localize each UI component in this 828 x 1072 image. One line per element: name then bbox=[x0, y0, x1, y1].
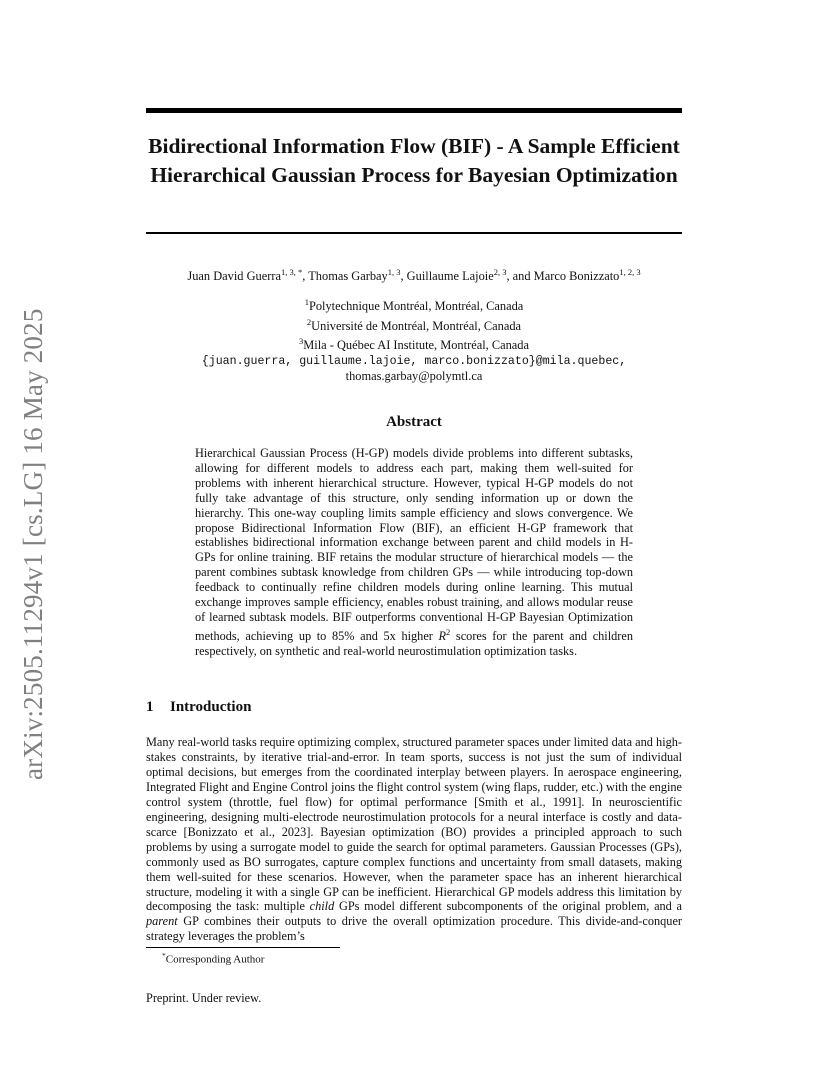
paper-title: Bidirectional Information Flow (BIF) - A Sample Efficient Hierarchical Gaussian Process for Bayesian Optimization bbox=[148, 134, 680, 187]
affiliation-line bbox=[146, 315, 682, 335]
author-name: Guillaume Lajoie bbox=[406, 269, 494, 284]
intro-text-part: GPs model different subcomponents of the original problem, and a bbox=[334, 899, 682, 914]
author-separator: , and bbox=[506, 269, 534, 284]
r-squared-symbol: R bbox=[438, 628, 447, 643]
title-bottom-rule bbox=[146, 232, 682, 234]
email-single: thomas.garbay@polymtl.ca bbox=[345, 369, 483, 384]
introduction-paragraph bbox=[146, 735, 682, 944]
author-name: Thomas Garbay bbox=[308, 269, 388, 284]
affiliation-text: Université de Montréal, Montréal, Canada bbox=[311, 318, 522, 333]
arxiv-identifier: arXiv:2505.11294v1 [cs.LG] 16 May 2025 bbox=[18, 308, 48, 780]
emphasis-child: child bbox=[309, 899, 335, 914]
intro-text-part: Many real-world tasks require optimizing complex, structured parameter spaces under limited data and high-stakes constraints, by iterative trial-and-error. In team sports, success is not just the sum of individual optimal decisions, but emerges from the coordinated interplay between players. In aerospace engineering, Integrated Flight and Engine Control joins the flight control system (wing flaps, rudder, etc.) with the engine control system (throttle, fuel flow) for optimal performance [Smith et al., 1991]. In neuroscientific engineering, designing multi-electrode neurostimulation protocols for a neural interface is costly and data-scarce [Bonizzato et al., 2023]. Bayesian optimization (BO) provides a principled approach to such problems by using a surrogate model to guide the search for optimal parameters. Gaussian Processes (GPs), commonly used as BO surrogates, capture complex functions and uncertainty from small datasets, making them well-suited for these scenarios. However, when the parameter space has an inherent hierarchical structure, modeling it with a single GP can be inefficient. Hierarchical GP models address this limitation by decomposing the task: multiple bbox=[146, 735, 682, 914]
title-top-rule bbox=[146, 108, 682, 113]
section-heading-introduction bbox=[146, 699, 682, 716]
author-separator: , bbox=[302, 269, 309, 284]
author-affiliation-marks: 1, 2, 3 bbox=[619, 267, 641, 277]
footnote-text: Corresponding Author bbox=[165, 953, 265, 966]
affiliation-text: Polytechnique Montréal, Montréal, Canada bbox=[308, 299, 524, 314]
emphasis-parent: parent bbox=[146, 914, 178, 929]
r-squared-exponent: 2 bbox=[446, 626, 451, 637]
footnote-rule bbox=[146, 947, 340, 948]
email-list: {juan.guerra, guillaume.lajoie, marco.bonizzato}@mila.quebec, bbox=[201, 354, 627, 368]
affiliation-block bbox=[146, 295, 682, 385]
affiliation-line bbox=[146, 295, 682, 315]
footnote-marker: * bbox=[162, 951, 166, 960]
author-affiliation-marks: 1, 3, * bbox=[281, 267, 303, 277]
author-list bbox=[120, 267, 708, 284]
abstract-text-part: scores for the parent and children respectively, on synthetic and real-world neurostimulation optimization tasks. bbox=[195, 628, 633, 658]
abstract-text bbox=[195, 446, 633, 659]
preprint-note: Preprint. Under review. bbox=[146, 991, 262, 1005]
affiliation-marker: 1 bbox=[304, 297, 309, 307]
affiliation-line bbox=[146, 334, 682, 354]
affiliation-marker: 3 bbox=[299, 336, 304, 347]
intro-text-part: GP combines their outputs to drive the overall optimization procedure. This divide-and-conquer strategy leverages the problem’s bbox=[146, 914, 682, 944]
affiliation-marker: 2 bbox=[306, 316, 312, 327]
author-name: Marco Bonizzato bbox=[533, 269, 620, 284]
footnote bbox=[162, 951, 264, 966]
abstract-heading: Abstract bbox=[386, 414, 442, 430]
author-affiliation-marks: 1, 3 bbox=[387, 267, 401, 277]
author-separator: , bbox=[400, 269, 407, 284]
author-affiliation-marks: 2, 3 bbox=[493, 267, 507, 277]
affiliation-text: Mila - Québec AI Institute, Montréal, Canada bbox=[303, 338, 529, 353]
abstract-text-part: Hierarchical Gaussian Process (H-GP) models divide problems into different subtasks, allowing for different models to address each part, making them well-suited for problems with inherent hierarchical structure. However, typical H-GP models do not fully take advantage of this structure, only sending information up or down the hierarchy. This one-way coupling limits sample efficiency and slows convergence. We propose Bidirectional Information Flow (BIF), an efficient H-GP framework that establishes bidirectional information exchange between parent and child models in H-GPs for online training. BIF retains the modular structure of hierarchical models — the parent combines subtask knowledge from children GPs — while introducing top-down feedback to continually refine children models during online learning. This mutual exchange improves sample efficiency, enables robust training, and allows modular reuse of learned subtask models. BIF outperforms conventional H-GP Bayesian Optimization methods, achieving up to 85% and 5x higher bbox=[195, 446, 633, 643]
section-number: 1 bbox=[146, 699, 154, 715]
author-name: Juan David Guerra bbox=[187, 269, 281, 284]
section-title: Introduction bbox=[170, 699, 252, 715]
